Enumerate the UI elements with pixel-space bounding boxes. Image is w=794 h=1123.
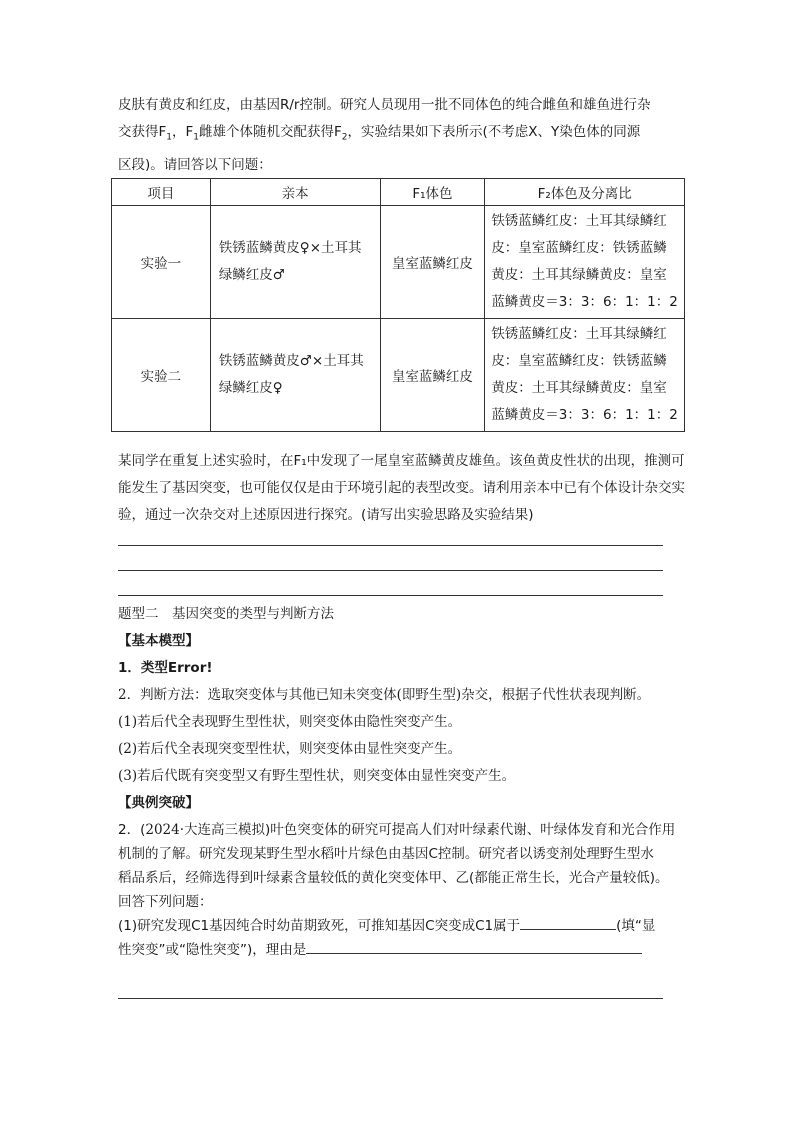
method-sub-2: (2)若后代全表现突变型性状，则突变体由显性突变产生。 <box>118 741 462 757</box>
question-source: 2024·大连高三模拟 <box>145 822 266 838</box>
row-f1: 皇室蓝鳞红皮 <box>380 319 485 432</box>
answer-line[interactable] <box>118 998 663 999</box>
row-item: 实验一 <box>112 206 211 319</box>
answer-blank[interactable] <box>520 915 616 930</box>
question-line-4: 回答下列问题： <box>118 894 213 910</box>
question-1-line-1: (1)研究发现C1基因纯合时幼苗期致死，可推知基因C突变成C1属于 (填“显 <box>118 914 688 938</box>
intro-paragraph <box>118 92 688 179</box>
answer-line[interactable] <box>118 595 663 596</box>
method-item: 2．判断方法：选取突变体与其他已知未突变体(即野生型)杂交，根据子代性状表现判断。 <box>118 687 651 703</box>
answer-line[interactable] <box>118 545 663 546</box>
header-f2: F₂体色及分离比 <box>485 179 685 206</box>
intro-line-3: 区段)。请回答以下问题： <box>118 156 272 173</box>
question-line-2: 机制的了解。研究发现某野生型水稻叶片绿色由基因C控制。研究者以诱变剂处理野生型水 <box>118 846 654 862</box>
question-1-line-2: 性突变”或“隐性突变”)，理由是 <box>118 938 688 962</box>
header-item: 项目 <box>112 179 211 206</box>
row-f2: 铁锈蓝鳞红皮：土耳其绿鳞红皮：皇室蓝鳞红皮：铁锈蓝鳞黄皮：土耳其绿鳞黄皮：皇室蓝鳞黄皮＝3：3：6：1：1：2 <box>485 206 685 319</box>
header-parent: 亲本 <box>210 179 380 206</box>
row-parent: 铁锈蓝鳞黄皮♂×土耳其绿鳞红皮♀ <box>210 319 380 432</box>
method-sub-1: (1)若后代全表现野生型性状，则突变体由隐性突变产生。 <box>118 714 462 730</box>
question-line-1: 2．(2024·大连高三模拟)叶色突变体的研究可提高人们对叶绿素代谢、叶绿体发育和光合作用 <box>118 822 676 838</box>
intro-line-2: 交获得$F_1$，$F_1$雌雄个体随机交配获得$F_2$，实验结果如下表所示(不考虑X、Y染色体的同源 <box>118 124 641 143</box>
question-paragraph: 某同学在重复上述实验时，在F₁中发现了一尾皇室蓝鳞黄皮雄鱼。该鱼黄皮性状的出现，推测可能发生了基因突变，也可能仅仅是由于环境引起的表型改变。请利用亲本中已有个体设计杂交实验，通过一次杂交对上述原因进行探究。(请写出实验思路及实验结果) <box>118 453 685 523</box>
header-f1: F₁体色 <box>380 179 485 206</box>
row-item: 实验二 <box>112 319 211 432</box>
answer-line[interactable] <box>118 570 663 571</box>
section-title: 题型二 基因突变的类型与判断方法 <box>118 606 334 622</box>
experiment-table <box>111 178 685 432</box>
answer-blank[interactable] <box>306 939 642 954</box>
type-item: 1．类型Error! <box>118 660 213 676</box>
intro-line-1: 皮肤有黄皮和红皮，由基因R/r控制。研究人员现用一批不同体色的纯合雌鱼和雄鱼进行杂 <box>118 97 651 113</box>
question-2 <box>118 818 688 962</box>
table-row <box>112 319 685 432</box>
row-parent: 铁锈蓝鳞黄皮♀×土耳其绿鳞红皮♂ <box>210 206 380 319</box>
table-header-row <box>112 179 685 206</box>
example-heading: 【典例突破】 <box>118 795 199 811</box>
row-f1: 皇室蓝鳞红皮 <box>380 206 485 319</box>
row-f2: 铁锈蓝鳞红皮：土耳其绿鳞红皮：皇室蓝鳞红皮：铁锈蓝鳞黄皮：土耳其绿鳞黄皮：皇室蓝鳞黄皮＝3：3：6：1：1：2 <box>485 319 685 432</box>
table-row <box>112 206 685 319</box>
question-line-3: 稻品系后，经筛选得到叶绿素含量较低的黄化突变体甲、乙(都能正常生长，光合产量较低)。 <box>118 870 669 886</box>
method-sub-3: (3)若后代既有突变型又有野生型性状，则突变体由显性突变产生。 <box>118 768 516 784</box>
basic-model-heading: 【基本模型】 <box>118 633 199 649</box>
